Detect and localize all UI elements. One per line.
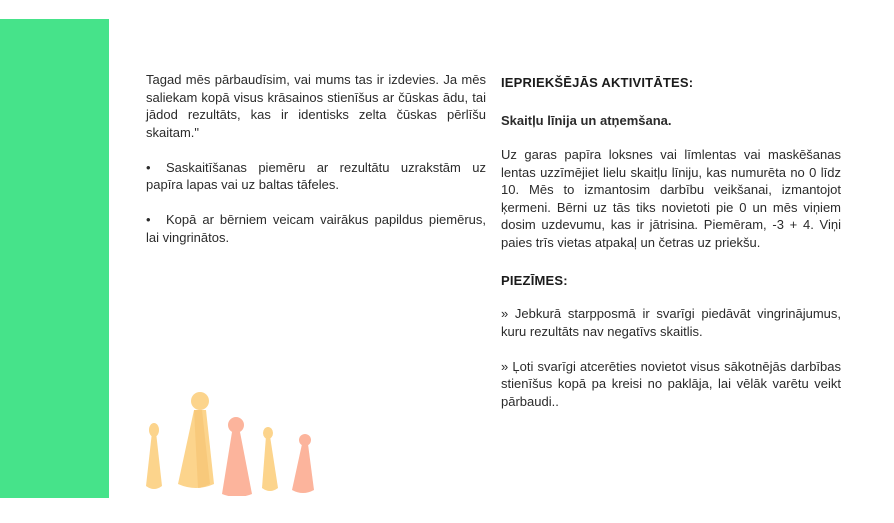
bullet-item: [146, 211, 486, 246]
previous-activities-subheading: Skaitļu līnija un atņemšana.: [501, 112, 672, 128]
bullet-text: Kopā ar bērniem veicam vairākus papildus piemērus, lai vingrinātos.: [146, 212, 486, 245]
green-side-bar: [0, 19, 109, 498]
note-item: » Jebkurā starpposmā ir svarīgi piedāvāt vingrinājumus, kuru rezultāts nav negatīvs skaitlis.: [501, 306, 841, 339]
pawn-small-yellow-icon: [146, 423, 162, 489]
intro-paragraph: Tagad mēs pārbaudīsim, vai mums tas ir izdevies. Ja mēs saliekam kopā visus krāsainos stienīšus ar čūskas ādu, tai jādod rezultāts, kas ir identisks zelta čūskas pērlīšu skaitam.": [146, 72, 486, 140]
left-column: [146, 71, 486, 246]
notes-heading: PIEZĪMES:: [501, 272, 568, 288]
bullet-icon: •: [146, 212, 151, 227]
previous-activities-heading: IEPRIEKŠĒJĀS AKTIVITĀTES:: [501, 75, 694, 90]
pawn-tall-yellow-icon: [178, 392, 214, 488]
bullet-icon: •: [146, 159, 151, 175]
pawn-peach-small-icon: [292, 434, 314, 493]
bullet-item: [146, 159, 486, 194]
pawn-small-yellow-2-icon: [262, 427, 278, 491]
right-column: [501, 71, 841, 410]
pawn-peach-large-icon: [222, 417, 252, 496]
previous-activities-text: Uz garas papīra loksnes vai līmlentas vai maskēšanas lentas uzzīmējiet lielu skaitļu līniju, kas numurēta no 0 līdz 10. Mēs to izmantosim darbību veikšanai, izmantojot ķermeni. Bērni uz tās tiks novietoti pie 0 un mēs viņiem dosim uzdevumu, kas ir jātrisina. Piemēram, -3 + 4. Viņi paies trīs vietas atpakaļ un četras uz priekšu.: [501, 147, 841, 250]
note-item: » Ļoti svarīgi atcerēties novietot visus sākotnējās darbības stienīšus kopā pa kreisi no paklāja, lai vēlāk varētu veikt pārbaudi..: [501, 358, 841, 409]
game-pawns-illustration: [140, 388, 320, 496]
bullet-text: Saskaitīšanas piemēru ar rezultātu uzrakstām uz papīra lapas vai uz baltas tāfeles.: [146, 159, 486, 192]
